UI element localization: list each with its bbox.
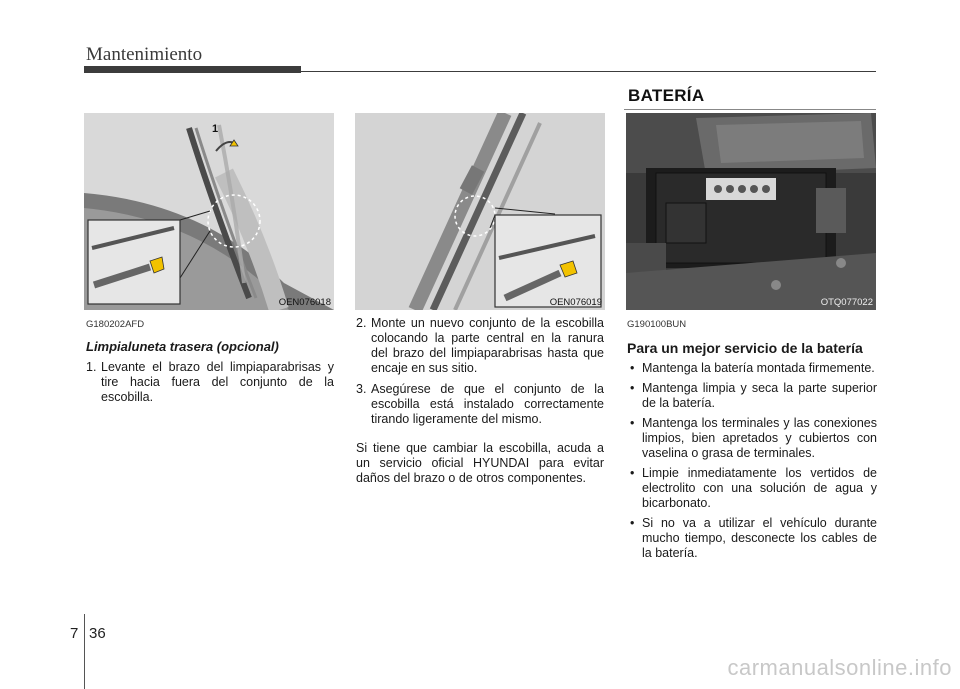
step-text: Levante el brazo del limpiaparabrisas y tire hacia fuera del conjunto de la escobilla. <box>101 360 334 404</box>
step-item <box>86 360 334 405</box>
bullet-item <box>627 381 877 411</box>
bullet-item <box>627 361 877 376</box>
bullet-text: Mantenga la batería montada firmemente. <box>642 361 875 375</box>
battery-illustration <box>626 113 876 310</box>
bullet-text: Limpie inmediatamente los vertidos de electrolito con una solución de agua y bicarbonato. <box>642 466 877 510</box>
column-3 <box>627 317 877 561</box>
subsection-title: Limpialuneta trasera (opcional) <box>86 339 279 354</box>
step-text: Monte un nuevo conjunto de la escobilla colocando la parte central en la ranura del brazo del limpiaparabrisas hasta que encaje en sus sitio. <box>371 316 604 375</box>
bullet-item <box>627 466 877 511</box>
step-item <box>356 316 604 376</box>
figure-label: OTQ077022 <box>820 297 873 308</box>
section-rule <box>624 109 876 110</box>
watermark: carmanualsonline.info <box>727 655 952 680</box>
section-code: G180202AFD <box>86 319 145 330</box>
step-text: Asegúrese de que el conjunto de la escobilla está instalado correctamente tirando ligeramente del mismo. <box>371 382 604 426</box>
figure-label: OEN076019 <box>549 297 602 308</box>
column-2 <box>356 310 604 486</box>
bullet-text: Si no va a utilizar el vehículo durante mucho tiempo, desconecte los cables de la batería. <box>642 516 877 560</box>
bullet-icon: • <box>630 361 635 375</box>
bullet-text: Mantenga limpia y seca la parte superior de la batería. <box>642 381 877 410</box>
section-code: G190100BUN <box>627 319 687 330</box>
subsection-heading: Para un mejor servicio de la batería <box>627 340 863 356</box>
bullet-item <box>627 516 877 561</box>
page-number: 36 <box>89 625 106 642</box>
step-number: 3. <box>356 382 367 396</box>
figure-battery <box>626 113 876 310</box>
step-item <box>356 382 604 427</box>
header-rule <box>301 71 876 72</box>
wiper-installation-illustration <box>355 113 605 310</box>
step-number: 2. <box>356 316 367 330</box>
chapter-number: 7 <box>70 625 79 642</box>
header-bar <box>84 66 301 73</box>
advice-paragraph: Si tiene que cambiar la escobilla, acuda a un servicio oficial HYUNDAI para evitar daños del brazo o de otros componentes. <box>356 441 604 485</box>
bullet-icon: • <box>630 381 635 395</box>
figure-callout-1: 1 <box>212 123 219 135</box>
figure-wiper-removal <box>84 113 334 310</box>
footer-divider <box>84 614 85 689</box>
step-number: 1. <box>86 360 97 374</box>
page-header-title: Mantenimiento <box>86 44 203 65</box>
column-1 <box>86 317 334 405</box>
bullet-icon: • <box>630 516 635 530</box>
bullet-icon: • <box>630 466 635 480</box>
bullet-text: Mantenga los terminales y las conexiones limpios, bien apretados y cubiertos con vaselina o grasa de terminales. <box>642 416 877 460</box>
figure-wiper-installation <box>355 113 605 310</box>
wiper-removal-illustration <box>84 113 334 310</box>
bullet-item <box>627 416 877 461</box>
bullet-icon: • <box>630 416 635 430</box>
figure-label: OEN076018 <box>278 297 331 308</box>
section-heading: BATERÍA <box>628 86 705 105</box>
